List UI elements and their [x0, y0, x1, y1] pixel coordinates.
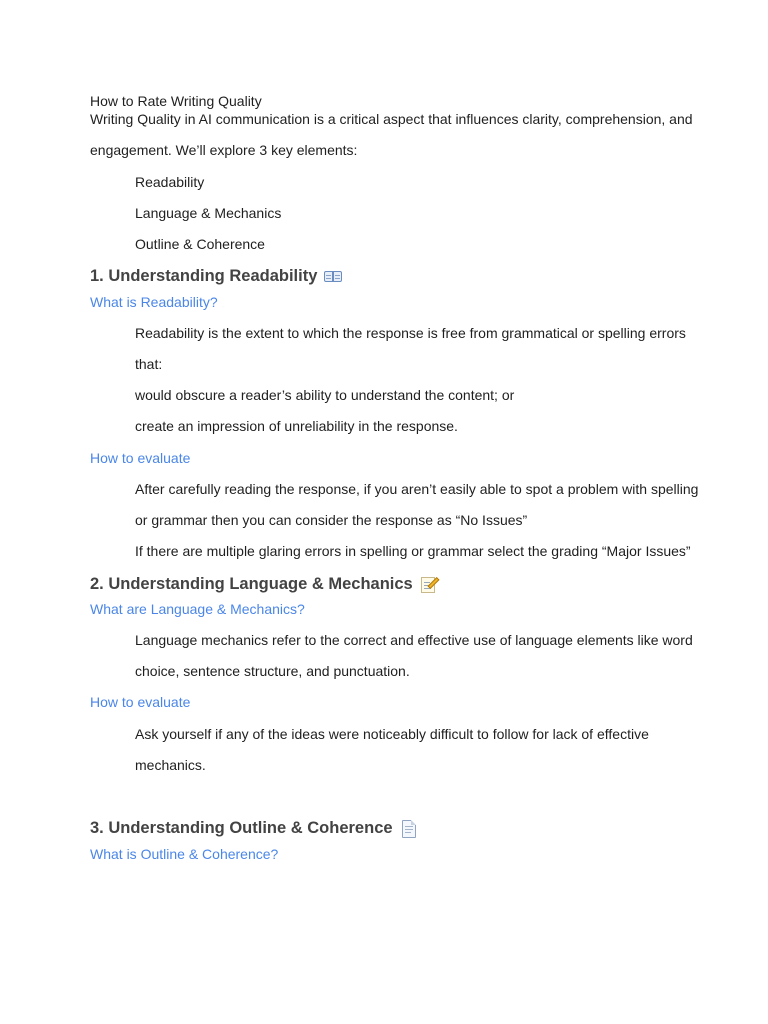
section-heading-text: 1. Understanding Readability [90, 267, 318, 285]
page-icon [399, 819, 419, 837]
document-title: How to Rate Writing Quality [90, 93, 262, 109]
body-text-line: create an impression of unreliability in the response. [135, 418, 458, 434]
list-item: Language & Mechanics [135, 205, 282, 221]
section-subheading: How to evaluate [90, 694, 191, 710]
intro-text-line: engagement. We’ll explore 3 key elements: [90, 142, 358, 158]
body-text-line: or grammar then you can consider the response as “No Issues” [135, 512, 528, 528]
body-text-line: Readability is the extent to which the response is free from grammatical or spelling errors [135, 325, 686, 341]
section-heading-text: 2. Understanding Language & Mechanics [90, 575, 413, 593]
section-heading [90, 265, 343, 287]
body-text-line: If there are multiple glaring errors in spelling or grammar select the grading “Major Issues” [135, 543, 691, 559]
list-item: Readability [135, 174, 205, 190]
section-heading [90, 573, 439, 595]
memo-pencil-icon [419, 575, 439, 593]
body-text-line: would obscure a reader’s ability to understand the content; or [135, 387, 515, 403]
body-text-line: After carefully reading the response, if you aren’t easily able to spot a problem with spelling [135, 481, 699, 497]
section-heading-text: 3. Understanding Outline & Coherence [90, 819, 393, 837]
section-subheading: What is Outline & Coherence? [90, 846, 279, 862]
intro-text-line: Writing Quality in AI communication is a critical aspect that influences clarity, comprehension, and [90, 111, 693, 127]
body-text-line: Language mechanics refer to the correct and effective use of language elements like word [135, 632, 693, 648]
list-item: Outline & Coherence [135, 236, 265, 252]
body-text-line: choice, sentence structure, and punctuation. [135, 663, 410, 679]
open-book-icon [323, 267, 343, 285]
section-subheading: What are Language & Mechanics? [90, 601, 305, 617]
section-subheading: What is Readability? [90, 294, 218, 310]
section-subheading: How to evaluate [90, 450, 191, 466]
body-text-line: mechanics. [135, 757, 206, 773]
section-heading [90, 817, 419, 839]
body-text-line: Ask yourself if any of the ideas were noticeably difficult to follow for lack of effective [135, 726, 649, 742]
body-text-line: that: [135, 356, 163, 372]
